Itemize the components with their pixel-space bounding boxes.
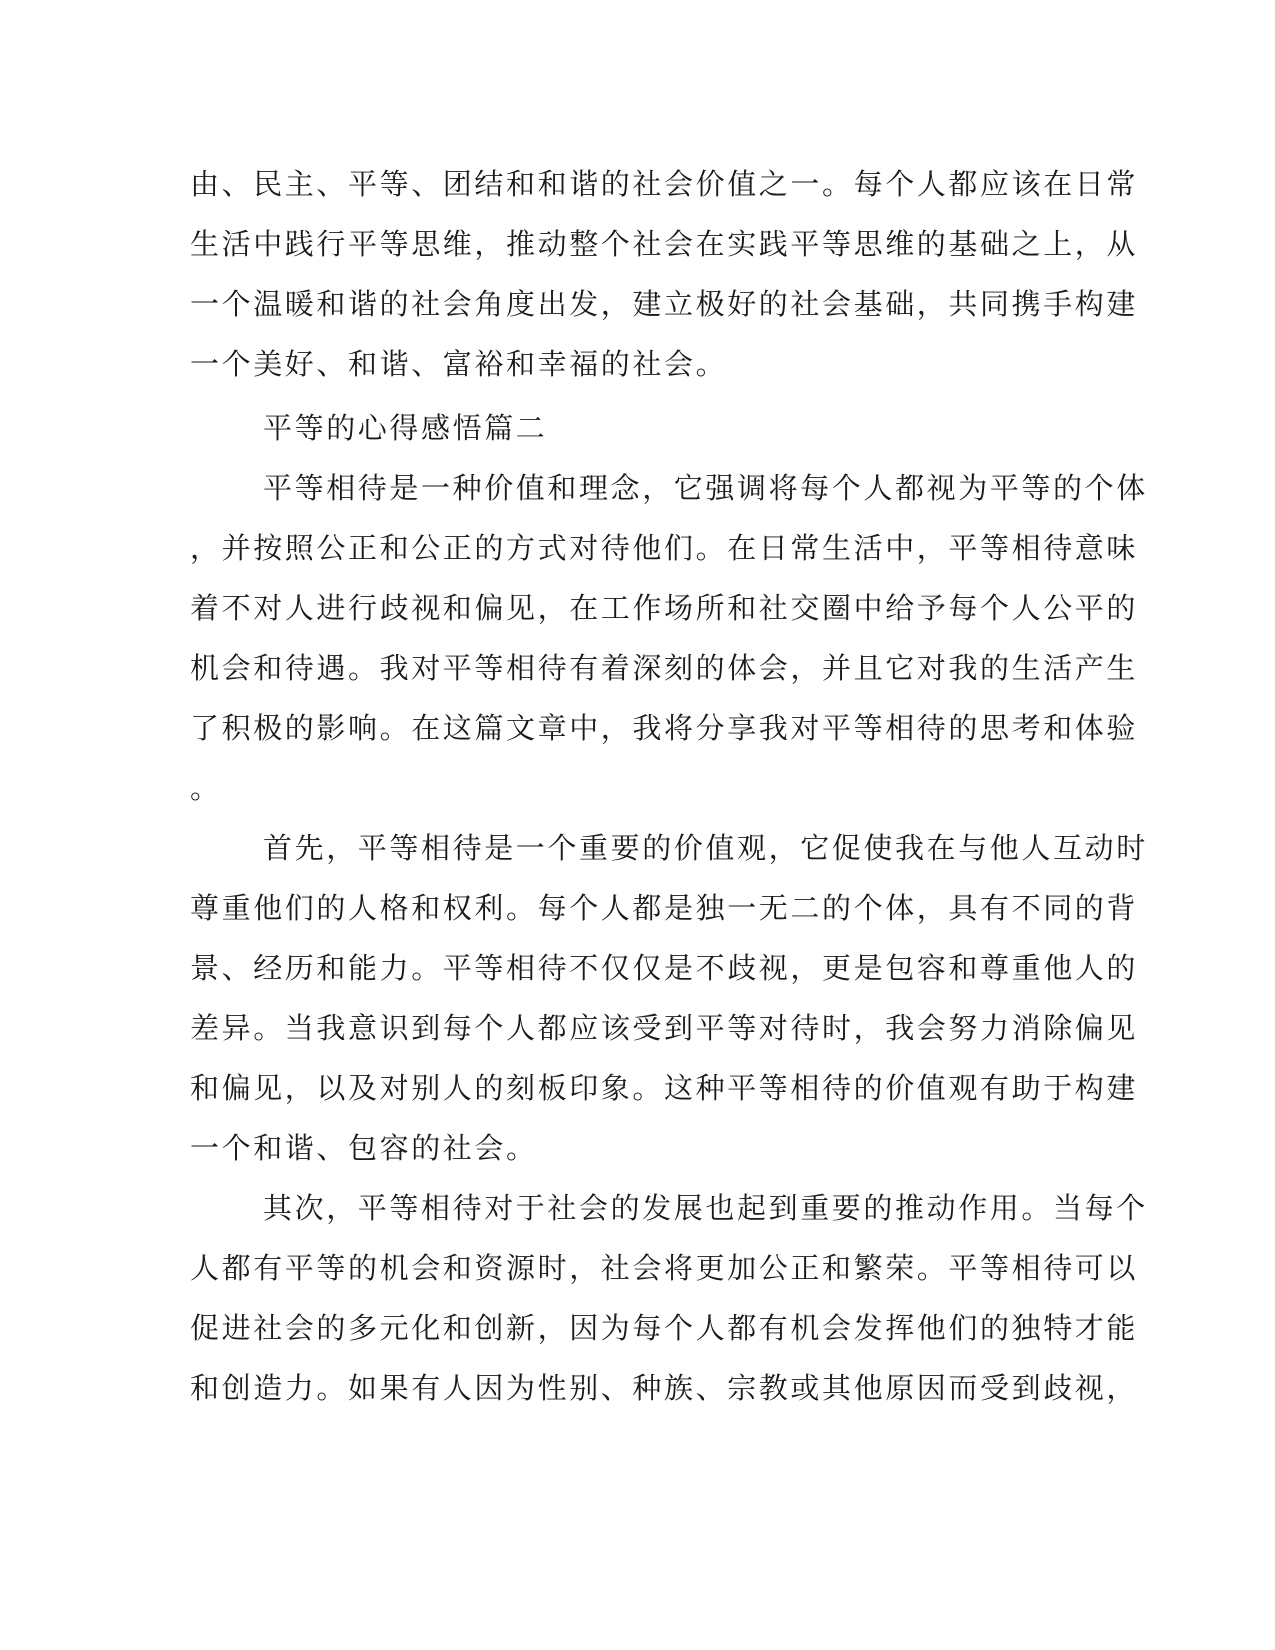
paragraph-line: 促进社会的多元化和创新，因为每个人都有机会发挥他们的独特才能 [190, 1311, 1139, 1345]
paragraph-line: 由、民主、平等、团结和和谐的社会价值之一。每个人都应该在日常 [190, 167, 1139, 201]
paragraph-line: 一个美好、和谐、富裕和幸福的社会。 [190, 347, 728, 381]
paragraph-line: 平等相待是一种价值和理念，它强调将每个人都视为平等的个体 [263, 471, 1148, 505]
paragraph-line: 机会和待遇。我对平等相待有着深刻的体会，并且它对我的生活产生 [190, 651, 1139, 685]
paragraph-line: 尊重他们的人格和权利。每个人都是独一无二的个体，具有不同的背 [190, 891, 1139, 925]
paragraph-line: 着不对人进行歧视和偏见，在工作场所和社交圈中给予每个人公平的 [190, 591, 1139, 625]
paragraph-line: ，并按照公正和公正的方式对待他们。在日常生活中，平等相待意味 [190, 531, 1139, 565]
paragraph-line: 其次，平等相待对于社会的发展也起到重要的推动作用。当每个 [263, 1191, 1148, 1225]
paragraph-line: 景、经历和能力。平等相待不仅仅是不歧视，更是包容和尊重他人的 [190, 951, 1139, 985]
paragraph-line: 首先，平等相待是一个重要的价值观，它促使我在与他人互动时 [263, 831, 1148, 865]
paragraph-line: 差异。当我意识到每个人都应该受到平等对待时，我会努力消除偏见 [190, 1011, 1139, 1045]
paragraph-line: 人都有平等的机会和资源时，社会将更加公正和繁荣。平等相待可以 [190, 1251, 1139, 1285]
paragraph-line: 一个温暖和谐的社会角度出发，建立极好的社会基础，共同携手构建 [190, 287, 1139, 321]
paragraph-line: 生活中践行平等思维，推动整个社会在实践平等思维的基础之上，从 [190, 227, 1139, 261]
paragraph-line: 一个和谐、包容的社会。 [190, 1131, 538, 1165]
paragraph-line: 和偏见，以及对别人的刻板印象。这种平等相待的价值观有助于构建 [190, 1071, 1139, 1105]
paragraph-line: 和创造力。如果有人因为性别、种族、宗教或其他原因而受到歧视， [190, 1371, 1139, 1405]
paragraph-line: 。 [190, 771, 222, 805]
paragraph-line: 了积极的影响。在这篇文章中，我将分享我对平等相待的思考和体验 [190, 711, 1139, 745]
section-heading: 平等的心得感悟篇二 [263, 411, 548, 445]
